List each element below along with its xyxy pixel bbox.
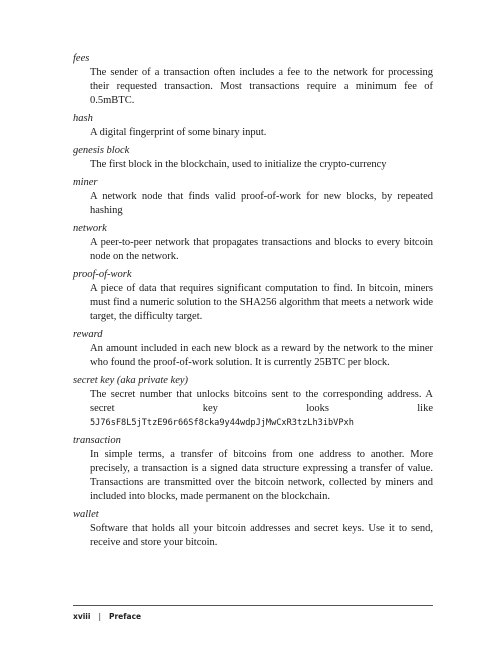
page-number: xviii (73, 612, 91, 621)
glossary-term: genesis block (73, 145, 130, 156)
secret-key-example: 5J76sF8L5jTtzE96r66Sf8cka9y44wdpJjMwCxR3tzLh3ibVPxh (90, 418, 354, 428)
glossary-definition: A network node that finds valid proof-of-work for new blocks, by repeated hashing (90, 191, 433, 216)
glossary-entry-genesis-block (73, 144, 433, 172)
glossary-definition: A peer-to-peer network that propagates transactions and blocks to every bitcoin node on the network. (90, 237, 433, 262)
glossary-term: network (73, 223, 107, 234)
glossary-definition: The sender of a transaction often includes a fee to the network for processing their requested transaction. Most transactions require a minimum fee of 0.5mBTC. (90, 67, 433, 106)
glossary-term: reward (73, 329, 103, 340)
glossary-term: secret key (aka private key) (73, 375, 189, 386)
glossary-entry-network (73, 222, 433, 264)
glossary-definition: The first block in the blockchain, used to initialize the crypto-currency (90, 159, 387, 170)
glossary-entry-reward (73, 328, 433, 370)
glossary-definition: An amount included in each new block as a reward by the network to the miner who found the proof-of-work solution. It is currently 25BTC per block. (90, 343, 433, 368)
glossary-list (73, 52, 433, 554)
glossary-term: transaction (73, 435, 121, 446)
glossary-term: wallet (73, 509, 99, 520)
glossary-definition: A piece of data that requires significant computation to find. In bitcoin, miners must find a numeric solution to the SHA256 algorithm that meets a network wide target, the difficulty target. (90, 283, 433, 322)
glossary-definition-text: The secret number that unlocks bitcoins sent to the corresponding address. A secret key looks like (90, 389, 433, 414)
glossary-entry-wallet (73, 508, 433, 550)
glossary-entry-transaction (73, 434, 433, 504)
glossary-term: hash (73, 113, 93, 124)
glossary-definition: In simple terms, a transfer of bitcoins from one address to another. More precisely, a transaction is a signed data structure expressing a transfer of value. Transactions are transmitted over the bitcoin network, collected by miners and included into blocks, made permanent on the blockchain. (90, 449, 433, 502)
glossary-term: fees (73, 53, 90, 64)
footer-separator: | (98, 612, 101, 621)
page-footer (73, 612, 141, 621)
footer-divider (73, 605, 433, 606)
glossary-entry-hash (73, 112, 433, 140)
glossary-entry-miner (73, 176, 433, 218)
section-name: Preface (108, 612, 142, 621)
glossary-term: proof-of-work (73, 269, 132, 280)
glossary-entry-fees (73, 52, 433, 108)
glossary-definition (90, 388, 433, 430)
glossary-definition: A digital fingerprint of some binary input. (90, 127, 267, 138)
glossary-entry-secret-key (73, 374, 433, 430)
glossary-term: miner (73, 177, 98, 188)
glossary-entry-proof-of-work (73, 268, 433, 324)
glossary-definition: Software that holds all your bitcoin addresses and secret keys. Use it to send, receive and store your bitcoin. (90, 523, 433, 548)
